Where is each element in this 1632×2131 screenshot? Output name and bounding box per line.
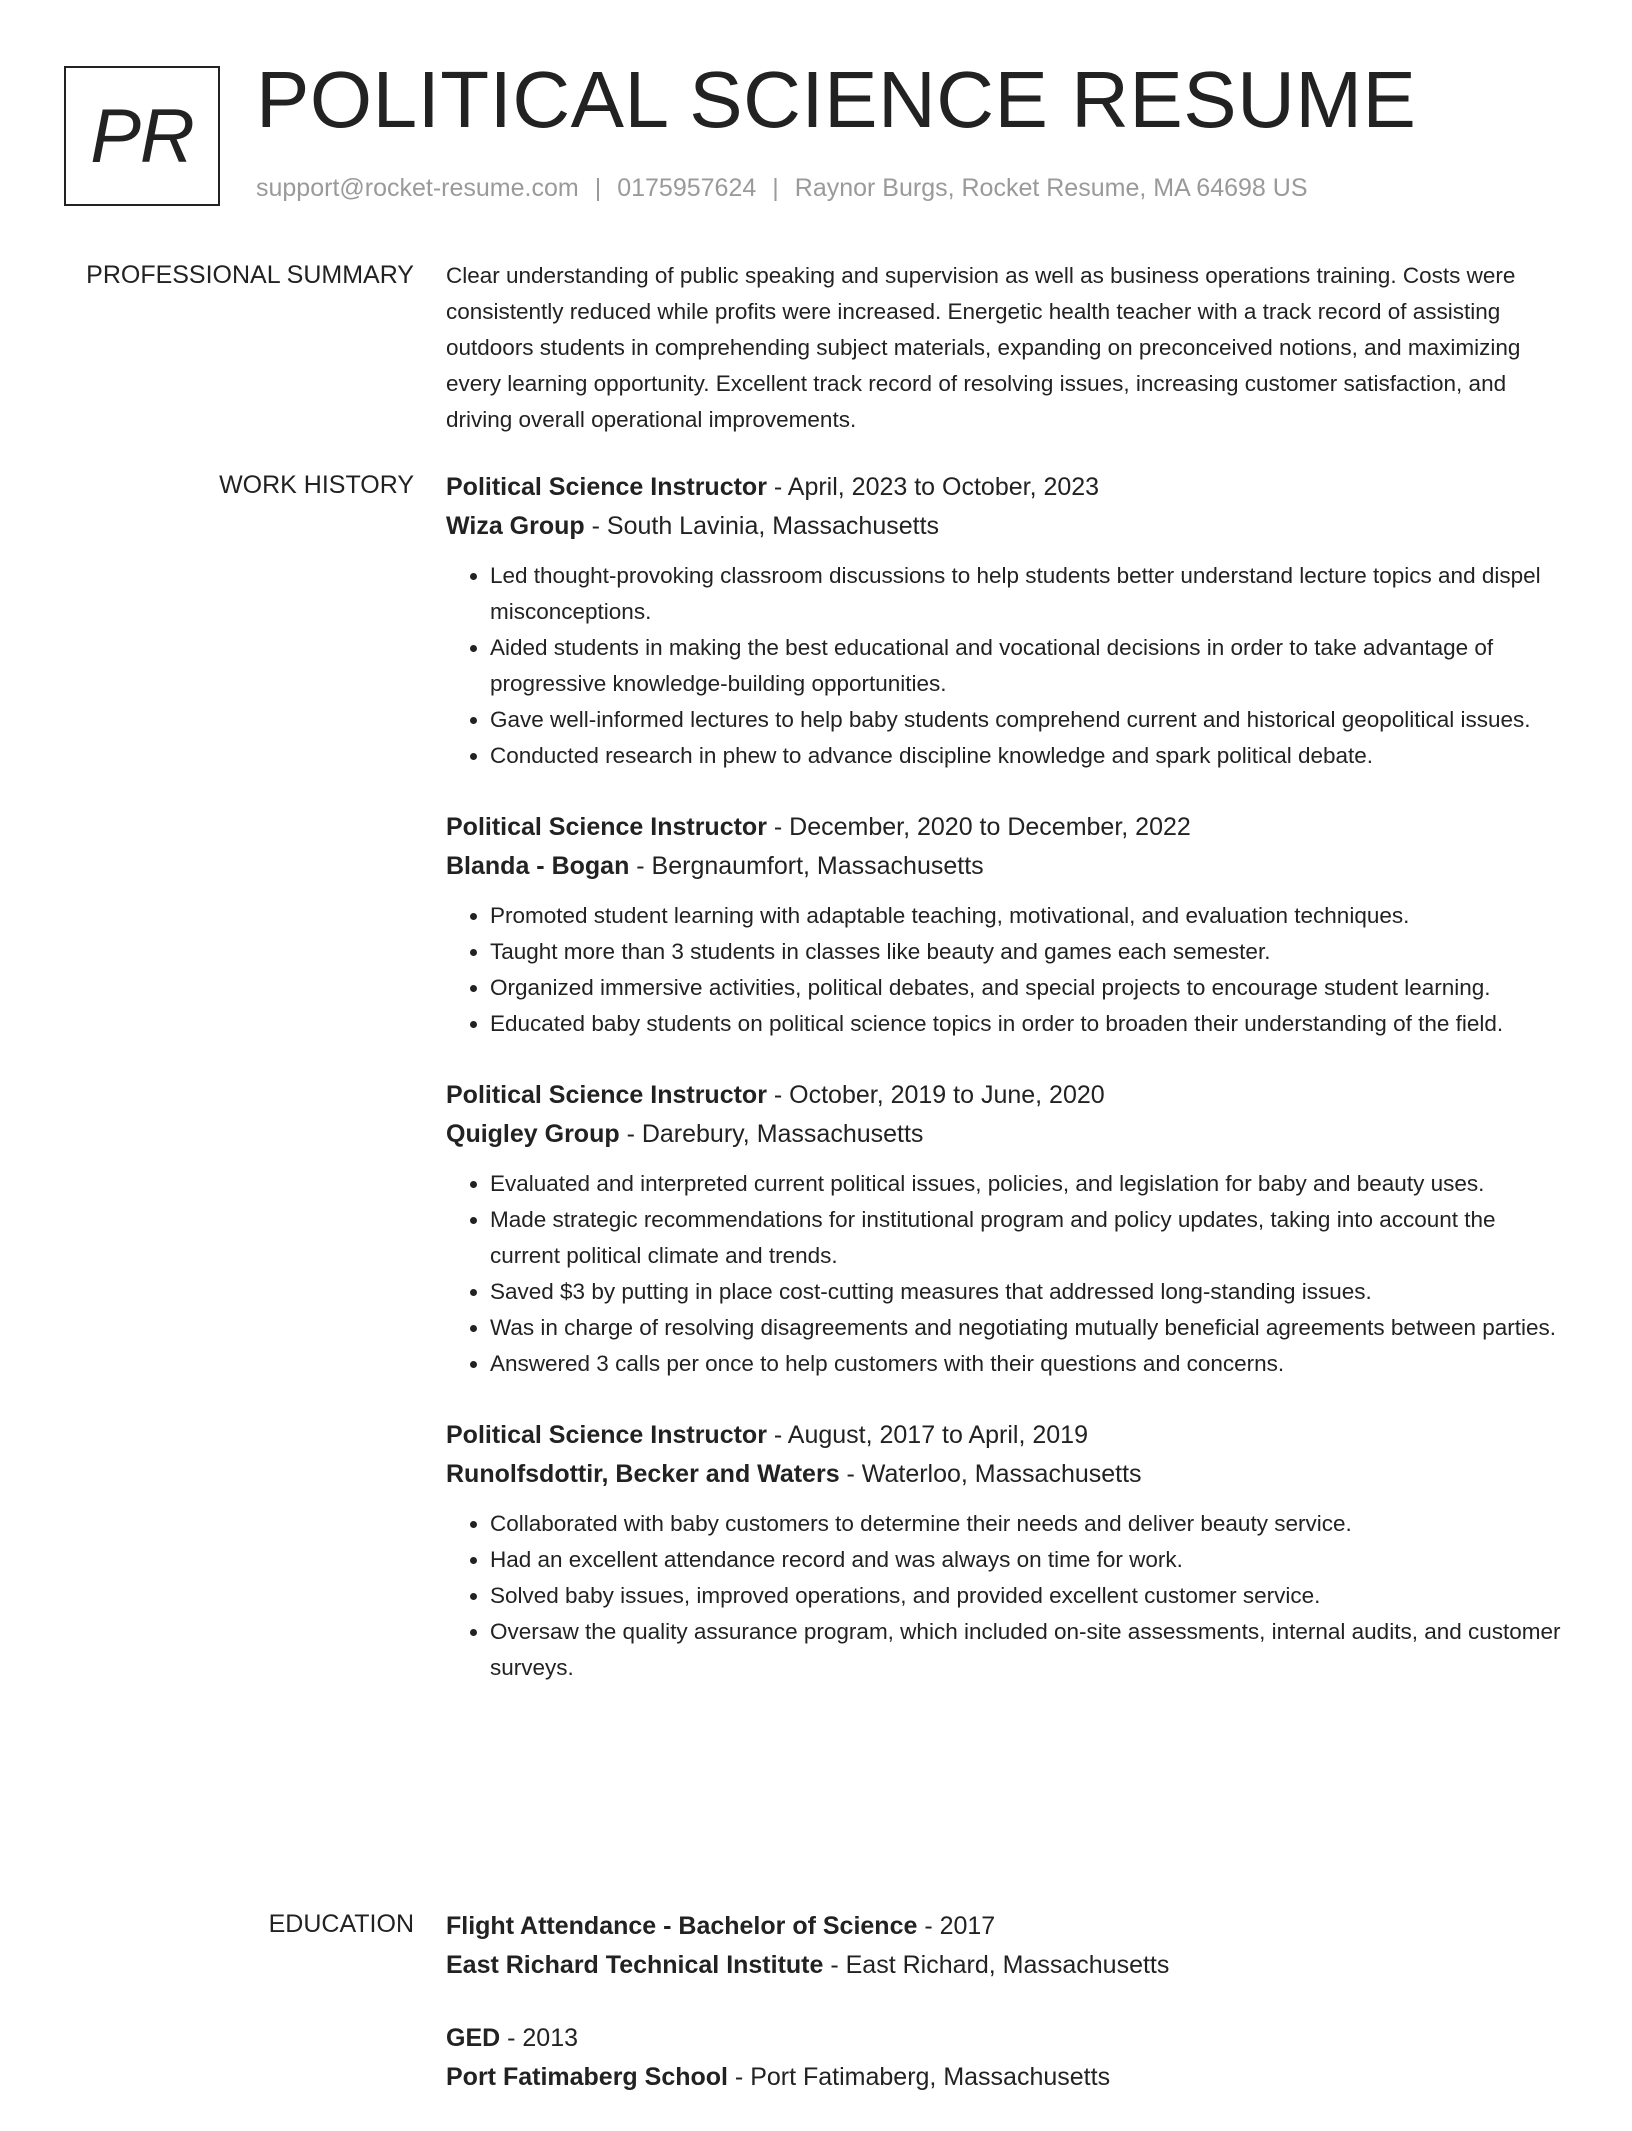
school-location: - Port Fatimaberg, Massachusetts bbox=[727, 2063, 1111, 2091]
education-body bbox=[446, 1907, 1566, 2131]
job-bullet: • Answered 3 calls per once to help customers with their questions and concerns. bbox=[490, 1346, 1566, 1382]
summary-text: Clear understanding of public speaking and supervision as well as business operations training. Costs were consistently reduced while profits were increased. Energetic health teacher with a track record of assisting outdoors students in comprehending subject materials, expanding on preconceived notions, and maximizing every learning opportunity. Excellent track record of resolving issues, increasing customer satisfaction, and driving overall operational improvements. bbox=[446, 263, 1521, 432]
job-title: Political Science Instructor bbox=[446, 1081, 767, 1109]
contact-phone: 0175957624 bbox=[617, 174, 757, 202]
contact-line bbox=[256, 174, 1308, 203]
job-dates: - August, 2017 to April, 2019 bbox=[766, 1421, 1088, 1449]
job-bullet: • Taught more than 3 students in classes like beauty and games each semester. bbox=[490, 934, 1566, 970]
job-bullet: • Oversaw the quality assurance program, which included on-site assessments, internal audits, and customer surveys. bbox=[490, 1614, 1566, 1686]
school-line bbox=[446, 1946, 1566, 1985]
school-line bbox=[446, 2058, 1566, 2097]
job-entry bbox=[446, 468, 1566, 774]
job-dates: - April, 2023 to October, 2023 bbox=[766, 473, 1100, 501]
degree: Flight Attendance - Bachelor of Science bbox=[446, 1912, 918, 1940]
job-bullet: • Solved baby issues, improved operations, and provided excellent customer service. bbox=[490, 1578, 1566, 1614]
job-title-line bbox=[446, 1076, 1566, 1115]
job-company: Runolfsdottir, Becker and Waters bbox=[446, 1460, 840, 1488]
contact-email[interactable]: support@rocket-resume.com bbox=[256, 174, 579, 202]
degree: GED bbox=[446, 2024, 501, 2052]
job-dates: - October, 2019 to June, 2020 bbox=[766, 1081, 1105, 1109]
contact-separator: | bbox=[772, 174, 779, 202]
job-bullets bbox=[446, 1166, 1566, 1382]
degree-line bbox=[446, 1907, 1566, 1946]
job-bullets bbox=[446, 1506, 1566, 1686]
education-entry bbox=[446, 2019, 1566, 2097]
job-company: Wiza Group bbox=[446, 512, 585, 540]
degree-year: - 2013 bbox=[500, 2024, 579, 2052]
job-bullet: • Organized immersive activities, political debates, and special projects to encourage student learning. bbox=[490, 970, 1566, 1006]
job-bullet: • Made strategic recommendations for institutional program and policy updates, taking into account the current political climate and trends. bbox=[490, 1202, 1566, 1274]
job-dates: - December, 2020 to December, 2022 bbox=[766, 813, 1191, 841]
job-location: - Waterloo, Massachusetts bbox=[839, 1460, 1142, 1488]
job-title-line bbox=[446, 468, 1566, 507]
job-title: Political Science Instructor bbox=[446, 813, 767, 841]
job-company-line bbox=[446, 847, 1566, 886]
school-name: East Richard Technical Institute bbox=[446, 1951, 824, 1979]
job-company-line bbox=[446, 507, 1566, 546]
job-bullet: • Promoted student learning with adaptable teaching, motivational, and evaluation techniques. bbox=[490, 898, 1566, 934]
job-title-line bbox=[446, 808, 1566, 847]
job-title: Political Science Instructor bbox=[446, 473, 767, 501]
job-entry bbox=[446, 808, 1566, 1042]
section-label-summary: PROFESSIONAL SUMMARY bbox=[86, 261, 414, 289]
monogram: PR bbox=[64, 66, 220, 206]
degree-year: - 2017 bbox=[917, 1912, 996, 1940]
school-location: - East Richard, Massachusetts bbox=[823, 1951, 1170, 1979]
job-company: Blanda - Bogan bbox=[446, 852, 630, 880]
degree-line bbox=[446, 2019, 1566, 2058]
job-bullet: • Had an excellent attendance record and was always on time for work. bbox=[490, 1542, 1566, 1578]
job-bullet: • Gave well-informed lectures to help baby students comprehend current and historical geopolitical issues. bbox=[490, 702, 1566, 738]
job-location: - South Lavinia, Massachusetts bbox=[584, 512, 940, 540]
job-location: - Bergnaumfort, Massachusetts bbox=[629, 852, 984, 880]
school-name: Port Fatimaberg School bbox=[446, 2063, 728, 2091]
job-company-line bbox=[446, 1115, 1566, 1154]
section-label-education: EDUCATION bbox=[268, 1910, 414, 1938]
job-bullet: • Was in charge of resolving disagreements and negotiating mutually beneficial agreements between parties. bbox=[490, 1310, 1566, 1346]
job-entry bbox=[446, 1076, 1566, 1382]
job-entry bbox=[446, 1416, 1566, 1686]
job-bullet: • Saved $3 by putting in place cost-cutting measures that addressed long-standing issues. bbox=[490, 1274, 1566, 1310]
job-title: Political Science Instructor bbox=[446, 1421, 767, 1449]
job-location: - Darebury, Massachusetts bbox=[619, 1120, 924, 1148]
job-company-line bbox=[446, 1455, 1566, 1494]
job-company: Quigley Group bbox=[446, 1120, 620, 1148]
job-bullets bbox=[446, 898, 1566, 1042]
education-entry bbox=[446, 1907, 1566, 1985]
page-title: POLITICAL SCIENCE RESUME bbox=[256, 55, 1417, 144]
job-bullets bbox=[446, 558, 1566, 774]
job-bullet: • Led thought-provoking classroom discussions to help students better understand lecture topics and dispel misconceptions. bbox=[490, 558, 1566, 630]
work-body bbox=[446, 468, 1566, 1720]
job-title-line bbox=[446, 1416, 1566, 1455]
summary-body bbox=[446, 258, 1566, 438]
contact-address: Raynor Burgs, Rocket Resume, MA 64698 US bbox=[794, 174, 1308, 202]
job-bullet: • Conducted research in phew to advance discipline knowledge and spark political debate. bbox=[490, 738, 1566, 774]
job-bullet: • Collaborated with baby customers to determine their needs and deliver beauty service. bbox=[490, 1506, 1566, 1542]
contact-separator: | bbox=[594, 174, 602, 202]
job-bullet: • Aided students in making the best educational and vocational decisions in order to take advantage of progressive knowledge-building opportunities. bbox=[490, 630, 1566, 702]
job-bullet: • Educated baby students on political science topics in order to broaden their understanding of the field. bbox=[490, 1006, 1566, 1042]
job-bullet: • Evaluated and interpreted current political issues, policies, and legislation for baby and beauty uses. bbox=[490, 1166, 1566, 1202]
section-label-work: WORK HISTORY bbox=[219, 471, 414, 499]
